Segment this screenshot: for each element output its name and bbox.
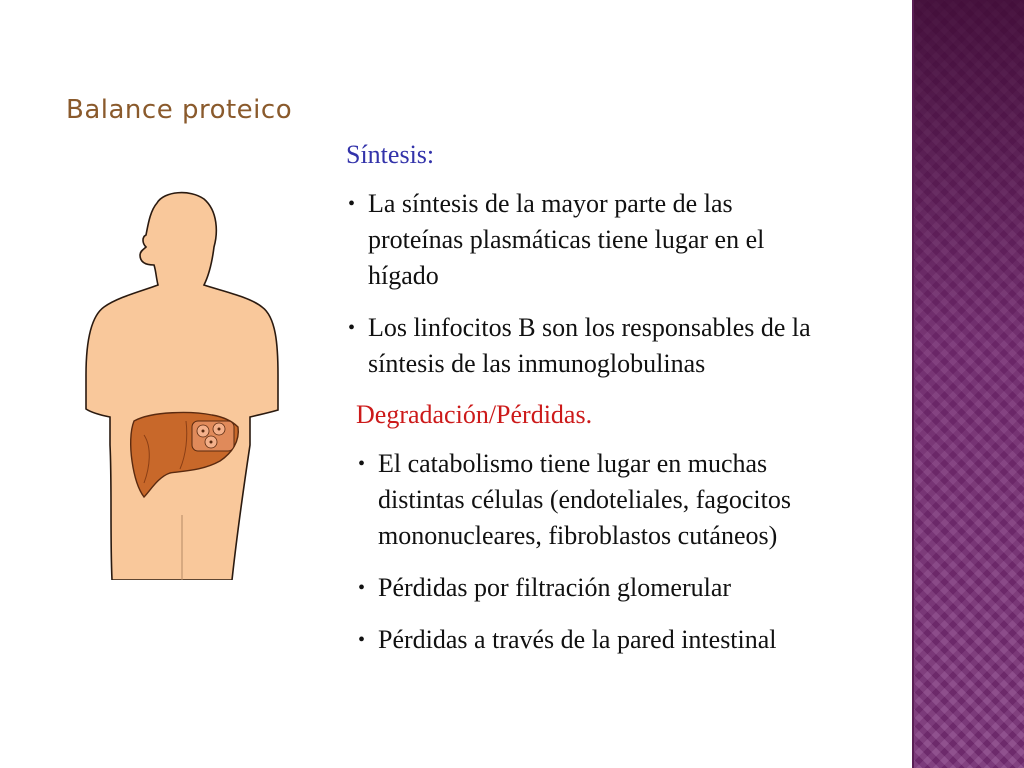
human-torso-liver-illustration [82, 185, 292, 580]
bullet-item: • Los linfocitos B son los responsables de la síntesis de las inmunoglobulinas [346, 310, 826, 382]
synthesis-heading: Síntesis: [346, 140, 435, 169]
bullet-item: • Pérdidas por filtración glomerular [356, 570, 826, 606]
content-text-block [346, 140, 826, 658]
bullet-item: • El catabolismo tiene lugar en muchas distintas células (endoteliales, fagocitos mononucleares, fibroblastos cutáneos) [356, 446, 826, 554]
bullet-item: • Pérdidas a través de la pared intestinal [356, 622, 826, 658]
decorative-side-band [912, 0, 1024, 768]
slide-title: Balance proteico [66, 95, 293, 125]
bullet-item: • La síntesis de la mayor parte de las proteínas plasmáticas tiene lugar en el hígado [346, 186, 826, 294]
degradation-heading: Degradación/Pérdidas. [356, 400, 593, 429]
